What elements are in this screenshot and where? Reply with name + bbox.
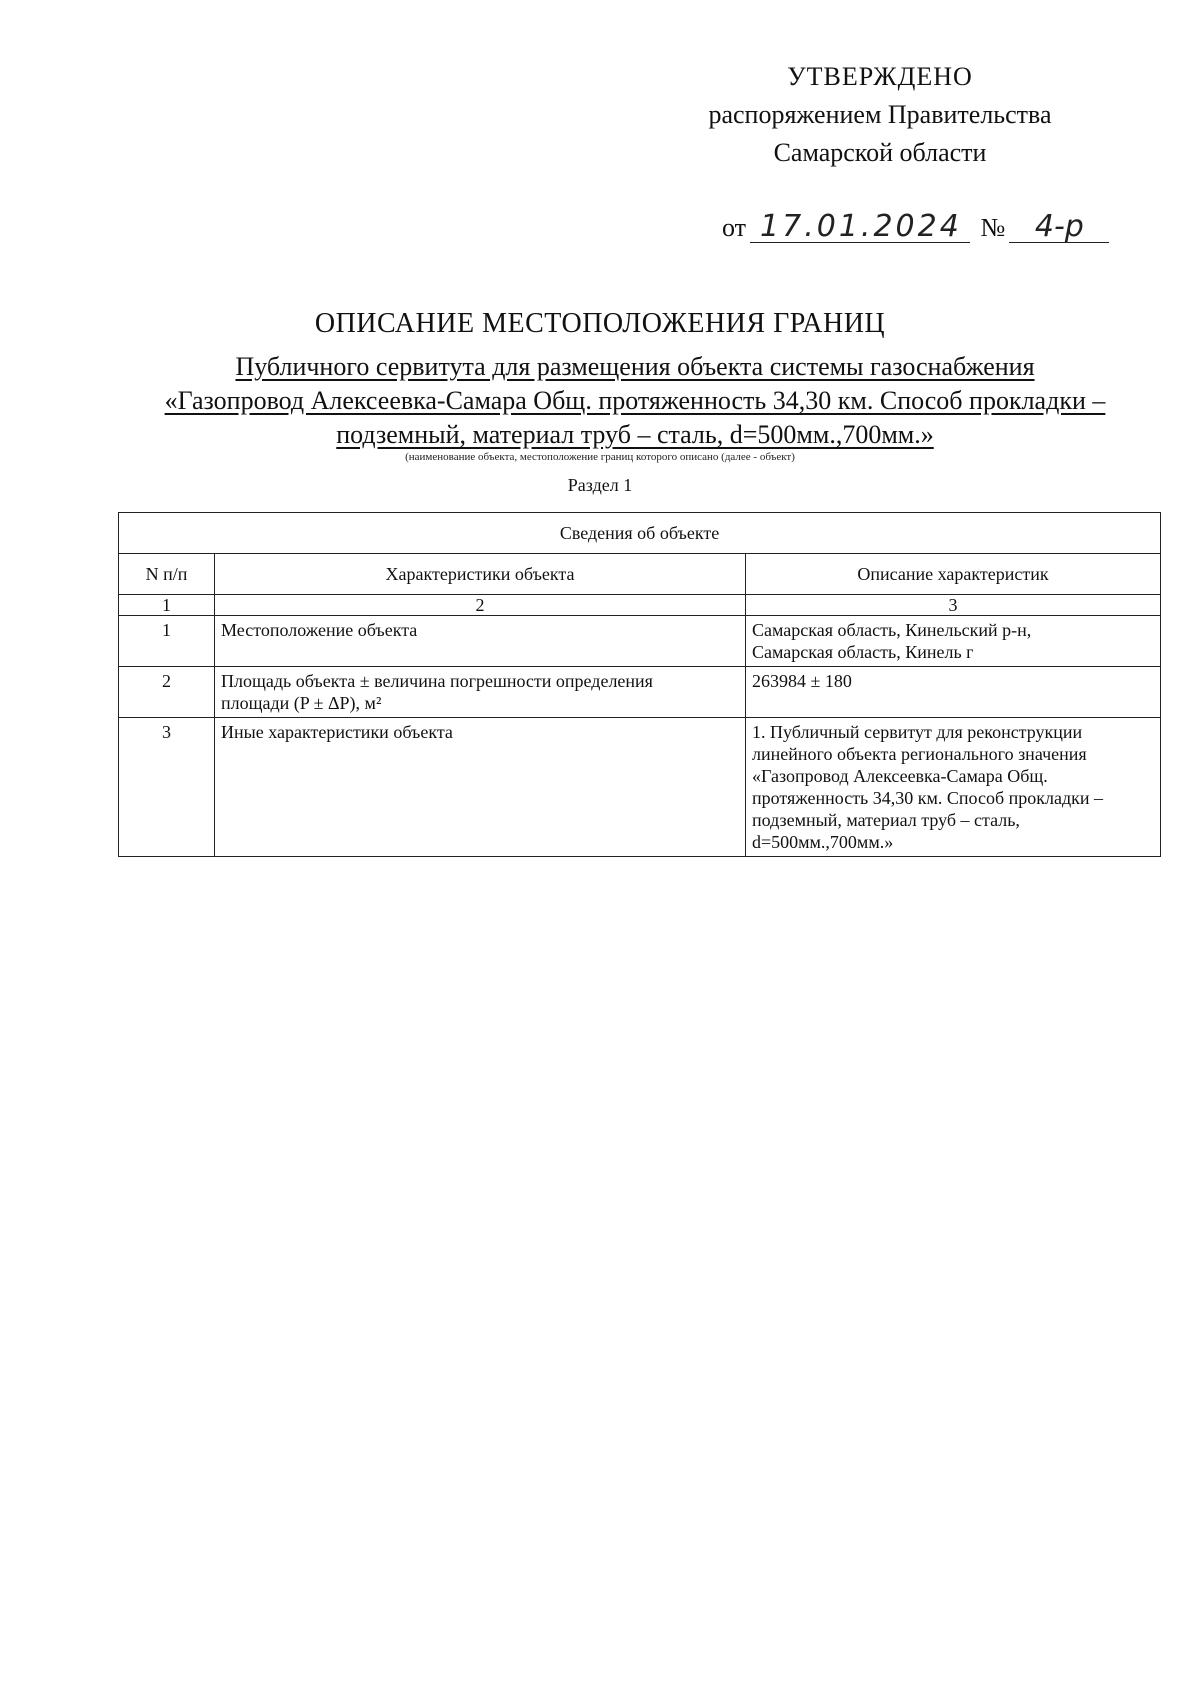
description-line: 1. Публичный сервитут для реконструкции [752, 722, 1083, 742]
row-description [746, 718, 1161, 857]
approval-block [660, 58, 1100, 172]
description-line: «Газопровод Алексеевка-Самара Общ. [752, 766, 1048, 786]
object-name-line-2: «Газопровод Алексеевка-Самара Общ. протяженность 34,30 км. Способ прокладки – [164, 386, 1106, 415]
row-characteristic [215, 667, 746, 718]
approval-line-2: Самарской области [773, 138, 987, 167]
description-line: Самарская область, Кинельский р-н, [752, 620, 1032, 640]
characteristic-line: площади (P ± ΔP), м² [221, 693, 382, 713]
handwritten-number: 4-р [1009, 212, 1109, 243]
characteristic-line: Местоположение объекта [221, 620, 418, 640]
column-number-3: 3 [746, 595, 1161, 616]
description-line: Самарская область, Кинель г [752, 642, 974, 662]
characteristic-line: Площадь объекта ± величина погрешности определения [221, 671, 653, 691]
table-row [119, 718, 1161, 857]
column-header-number: N п/п [119, 554, 215, 595]
characteristic-line: Иные характеристики объекта [221, 722, 453, 742]
approval-title: УТВЕРЖДЕНО [787, 62, 973, 91]
description-line: d=500мм.,700мм.» [752, 832, 894, 852]
from-label: от [722, 213, 747, 242]
description-line: подземный, материал труб – сталь, [752, 810, 1020, 830]
object-info-table [118, 512, 1161, 857]
row-description [746, 616, 1161, 667]
table-column-numbers-row [119, 595, 1161, 616]
object-name [110, 350, 1160, 452]
column-number-2: 2 [215, 595, 746, 616]
object-name-line-1: Публичного сервитута для размещения объекта системы газоснабжения [235, 352, 1035, 381]
column-header-characteristic: Характеристики объекта [215, 554, 746, 595]
description-line: 263984 ± 180 [752, 671, 852, 691]
row-characteristic [215, 616, 746, 667]
handwritten-date: 17.01.2024 [750, 212, 970, 243]
approval-line-1: распоряжением Правительства [708, 100, 1052, 129]
description-line: линейного объекта регионального значения [752, 744, 1087, 764]
column-number-1: 1 [119, 595, 215, 616]
column-header-description: Описание характеристик [746, 554, 1161, 595]
document-title: ОПИСАНИЕ МЕСТОПОЛОЖЕНИЯ ГРАНИЦ [314, 308, 886, 339]
date-number-line [718, 209, 1109, 244]
row-description [746, 667, 1161, 718]
row-number: 1 [119, 616, 215, 667]
table-header-row [119, 554, 1161, 595]
number-label: № [980, 213, 1006, 242]
row-number: 2 [119, 667, 215, 718]
object-name-line-3: подземный, материал труб – сталь, d=500мм.,700мм.» [336, 420, 934, 449]
table-row [119, 616, 1161, 667]
row-number: 3 [119, 718, 215, 857]
table-heading-row [119, 513, 1161, 554]
table-row [119, 667, 1161, 718]
description-line: протяженность 34,30 км. Способ прокладки – [752, 788, 1104, 808]
section-label: Раздел 1 [567, 475, 633, 495]
table-heading: Сведения об объекте [119, 513, 1161, 554]
object-name-caption: (наименование объекта, местоположение границ которого описано (далее - объект) [405, 451, 795, 463]
row-characteristic [215, 718, 746, 857]
